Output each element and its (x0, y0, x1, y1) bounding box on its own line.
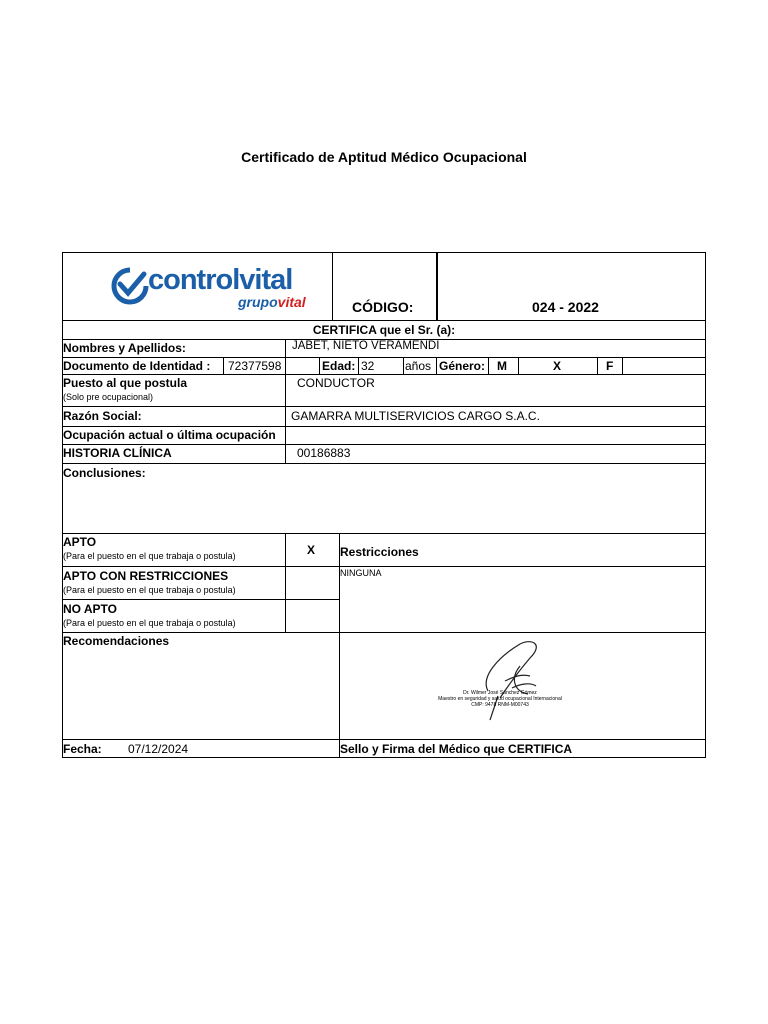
certifica-heading: CERTIFICA que el Sr. (a): (312, 323, 456, 337)
doctor-signature (430, 636, 570, 726)
restricciones-value: NINGUNA (340, 568, 382, 578)
logo-subbrand: grupovital (238, 294, 306, 310)
codigo-value: 024 - 2022 (532, 299, 599, 315)
anios-label: años (405, 359, 432, 373)
razon-value: GAMARRA MULTISERVICIOS CARGO S.A.C. (291, 409, 540, 423)
puesto-label: Puesto al que postula (63, 376, 188, 390)
apto-mark: X (307, 543, 316, 557)
historia-label: HISTORIA CLÍNICA (63, 446, 172, 460)
genero-mark: X (553, 359, 562, 373)
nombres-label: Nombres y Apellidos: (63, 341, 186, 355)
apto-restricciones-label: APTO CON RESTRICCIONES (63, 569, 229, 583)
apto-restricciones-note: (Para el puesto en el que trabaja o postula) (63, 585, 236, 595)
codigo-label: CÓDIGO: (352, 299, 414, 315)
signature-line-2: Maestro en seguridad y salud ocupacional Internacional (438, 696, 562, 702)
fecha-label: Fecha: (63, 742, 102, 756)
genero-label: Género: (439, 359, 486, 373)
signature-line-1: Dr. Wilmer José Sánchez Gómez (463, 690, 537, 696)
signature-scribble-icon (460, 636, 550, 724)
document-title: Certificado de Aptitud Médico Ocupacional (241, 149, 527, 165)
no-apto-note: (Para el puesto en el que trabaja o postula) (63, 618, 236, 628)
signature-line-3: CMP: 9478 RNM-M00743 (471, 702, 529, 708)
historia-value: 00186883 (297, 446, 351, 460)
recomendaciones-label: Recomendaciones (63, 634, 170, 648)
apto-note: (Para el puesto en el que trabaja o postula) (63, 551, 236, 561)
genero-f: F (606, 359, 614, 373)
genero-m: M (497, 359, 507, 373)
razon-label: Razón Social: (63, 409, 142, 423)
restricciones-label: Restricciones (340, 545, 419, 559)
fecha-value: 07/12/2024 (128, 742, 189, 756)
company-logo (110, 264, 310, 316)
apto-label: APTO (63, 535, 97, 549)
edad-label: Edad: (322, 359, 356, 373)
puesto-note: (Solo pre ocupacional) (63, 392, 154, 402)
nombres-value: JABET, NIETO VERAMENDI (292, 340, 440, 352)
checkmark-logo-icon (110, 266, 150, 306)
documento-label: Documento de Identidad : (63, 359, 211, 373)
sello-firma-label: Sello y Firma del Médico que CERTIFICA (340, 742, 573, 756)
conclusiones-label: Conclusiones: (63, 466, 146, 480)
no-apto-label: NO APTO (63, 602, 118, 616)
edad-value: 32 (361, 359, 375, 373)
puesto-value: CONDUCTOR (297, 376, 375, 390)
logo-brand: controlvital (148, 264, 293, 296)
ocupacion-label: Ocupación actual o última ocupación (63, 428, 276, 442)
documento-value: 72377598 (228, 359, 282, 373)
